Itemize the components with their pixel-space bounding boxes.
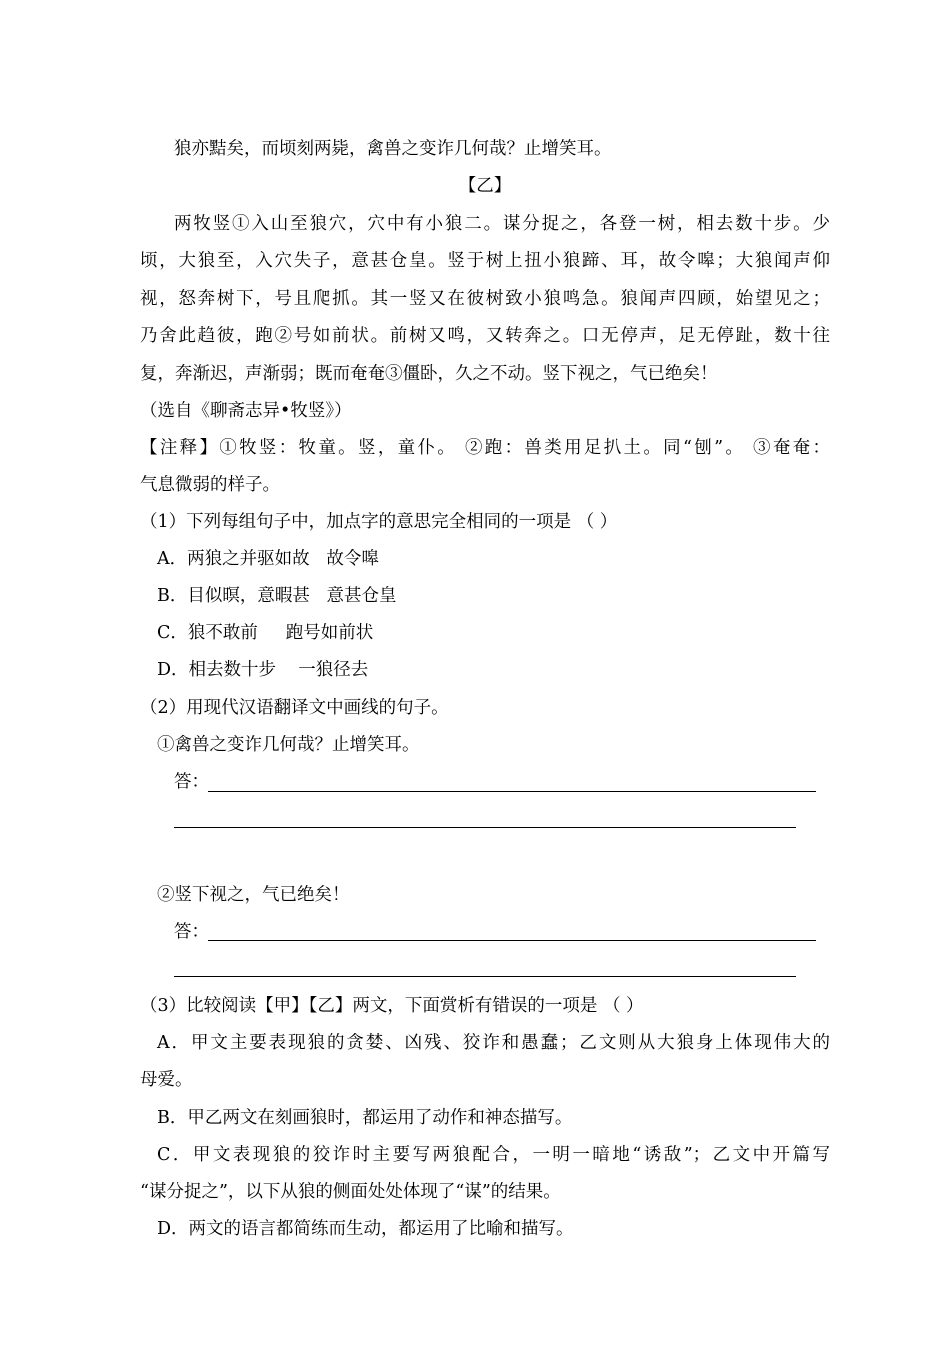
yi-line: 乃舍此趋彼，跑②号如前状。前树又鸣，又转奔之。口无停声，足无停趾，数十往 xyxy=(140,326,830,346)
yi-line: 视，怒奔树下，号且爬抓。其一竖又在彼树致小狼鸣急。狼闻声四顾，始望见之； xyxy=(140,289,830,309)
jia-tail: 狼亦黠矣，而顷刻两毙，禽兽之变诈几何哉？止增笑耳。 xyxy=(174,139,612,159)
yi-heading: 【乙】 xyxy=(458,176,512,196)
answer-line[interactable] xyxy=(208,791,816,792)
q2-item-2: ②竖下视之，气已绝矣！ xyxy=(157,885,350,905)
q3-option-c-cont: “谋分捉之”，以下从狼的侧面处处体现了“谋”的结果。 xyxy=(140,1182,561,1202)
q3-option-d: D．两文的语言都简练而生动，都运用了比喻和描写。 xyxy=(157,1219,574,1239)
q1-option-a: A．两狼之并驱如故 故令嗥 xyxy=(157,549,379,569)
q2-stem: （2）用现代汉语翻译文中画线的句子。 xyxy=(140,698,449,718)
q3-option-b: B．甲乙两文在刻画狼时，都运用了动作和神态描写。 xyxy=(157,1108,573,1128)
q1-option-b: B．目似暝，意暇甚 意甚仓皇 xyxy=(157,586,397,606)
q3-option-c: C．甲文表现狼的狡诈时主要写两狼配合，一明一暗地“诱敌”；乙文中开篇写 xyxy=(157,1145,830,1165)
notes-line: 气息微弱的样子。 xyxy=(140,475,280,495)
source-citation: （选自《聊斋志异•牧竖》） xyxy=(140,401,352,421)
q1-option-d: D．相去数十步 一狼径去 xyxy=(157,660,369,680)
answer-label: 答： xyxy=(174,772,209,792)
q1-option-c: C．狼不敢前 跑号如前状 xyxy=(157,623,374,643)
answer-label: 答： xyxy=(174,922,209,942)
q1-stem: （1）下列每组句子中，加点字的意思完全相同的一项是 （ ） xyxy=(140,512,618,532)
answer-line[interactable] xyxy=(208,940,816,941)
notes-line: 【注释】①牧竖：牧童。竖，童仆。 ②跑：兽类用足扒土。同“刨”。 ③奄奄： xyxy=(140,438,830,458)
q3-option-a-cont: 母爱。 xyxy=(140,1070,193,1090)
answer-line[interactable] xyxy=(174,827,796,828)
yi-line: 两牧竖①入山至狼穴，穴中有小狼二。谋分捉之，各登一树，相去数十步。少 xyxy=(174,214,830,234)
yi-line: 复，奔渐迟，声渐弱；既而奄奄③僵卧，久之不动。竖下视之，气已绝矣！ xyxy=(140,364,718,384)
q2-item-1: ①禽兽之变诈几何哉？止增笑耳。 xyxy=(157,735,420,755)
answer-line[interactable] xyxy=(174,976,796,977)
yi-line: 顷，大狼至，入穴失子，意甚仓皇。竖于树上扭小狼蹄、耳，故令嗥；大狼闻声仰 xyxy=(140,251,830,271)
q3-stem: （3）比较阅读【甲】【乙】两文，下面赏析有错误的一项是 （ ） xyxy=(140,996,644,1016)
q3-option-a: A．甲文主要表现狼的贪婪、凶残、狡诈和愚蠢；乙文则从大狼身上体现伟大的 xyxy=(157,1033,830,1053)
